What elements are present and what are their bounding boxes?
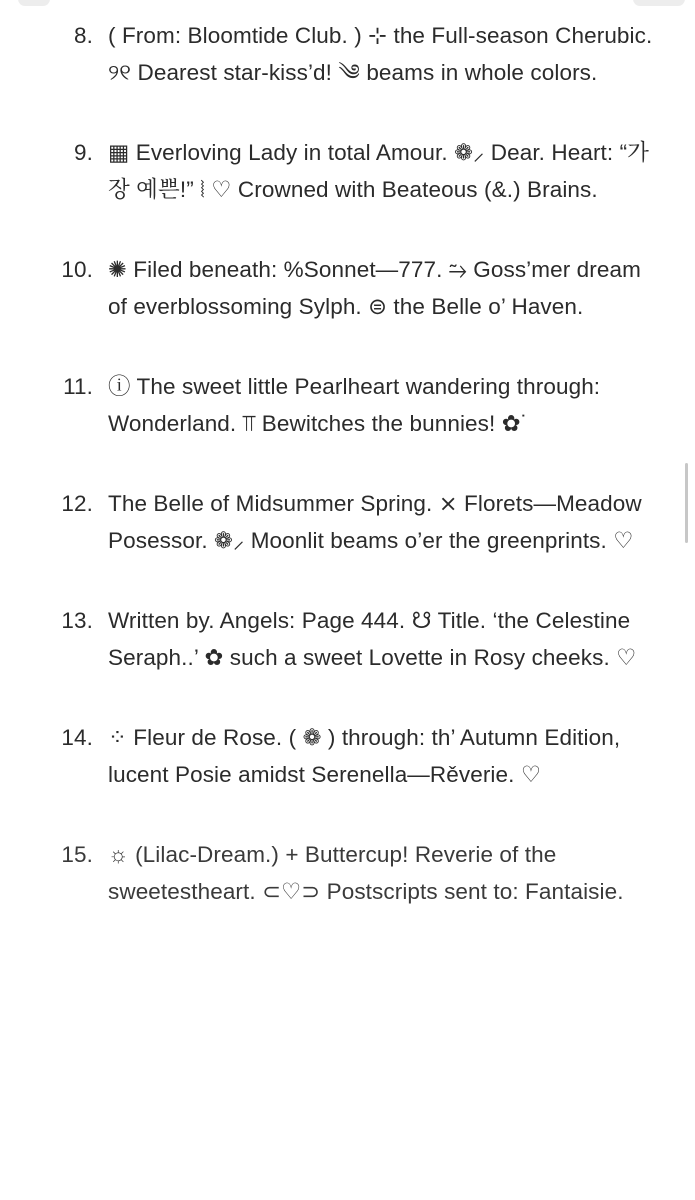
list-item bbox=[0, 602, 660, 676]
list-number: 13. bbox=[61, 608, 93, 633]
list-item bbox=[0, 719, 660, 793]
list-item-text: ✺ Filed beneath: %Sonnet—777. ⥲ Goss’mer dream of everblossoming Sylph. ⊜ the Belle o’ Haven. bbox=[108, 257, 641, 319]
list-item-text: ▦ Everloving Lady in total Amour. ❁⸝ Dear. Heart: “가장 예쁜!” ⦚ ♡ Crowned with Beateous (&.) Brains. bbox=[108, 140, 650, 202]
list-item-text: ☼ (Lilac-Dream.) + Buttercup! Reverie of the sweetestheart. ⊂♡⊃ Postscripts sent to: Fantaisie. bbox=[108, 842, 624, 904]
list-number: 12. bbox=[61, 491, 93, 516]
list-item bbox=[0, 134, 660, 208]
list-item bbox=[0, 836, 660, 910]
list-item-text: ⓘ The sweet little Pearlheart wandering through: Wonderland. ⫪ Bewitches the bunnies! ✿˙ bbox=[108, 374, 601, 436]
list-number: 8. bbox=[74, 23, 93, 48]
top-edge bbox=[0, 0, 695, 10]
list-number: 11. bbox=[63, 374, 93, 399]
list-item-text: The Belle of Midsummer Spring. ⨯ Florets—Meadow Posessor. ❁⸝ Moonlit beams o’er the greenprints. ♡ bbox=[108, 491, 642, 553]
list-number: 10. bbox=[61, 257, 93, 282]
list-number: 9. bbox=[74, 140, 93, 165]
list-number: 15. bbox=[61, 842, 93, 867]
list-item bbox=[0, 251, 660, 325]
numbered-list bbox=[0, 17, 660, 953]
list-item-text: ( From: Bloomtide Club. ) ⊹ the Full-season Cherubic. ୨୧ Dearest star-kiss’d! ༄ beams in whole colors. bbox=[108, 23, 653, 85]
list-item bbox=[0, 485, 660, 559]
list-item-text: Written by. Angels: Page 444. ☋ Title. ‘the Celestine Seraph..’ ✿ such a sweet Lovette in Rosy cheeks. ♡ bbox=[108, 608, 637, 670]
list-item bbox=[0, 17, 660, 91]
list-item-text: ⁘ Fleur de Rose. ( ❁ ) through: th’ Autumn Edition, lucent Posie amidst Serenella—Rěverie. ♡ bbox=[108, 725, 621, 787]
list-number: 14. bbox=[61, 725, 93, 750]
top-left-element bbox=[18, 0, 50, 6]
vertical-scrollbar[interactable] bbox=[685, 463, 688, 543]
list-item bbox=[0, 368, 660, 442]
top-right-element bbox=[633, 0, 685, 6]
